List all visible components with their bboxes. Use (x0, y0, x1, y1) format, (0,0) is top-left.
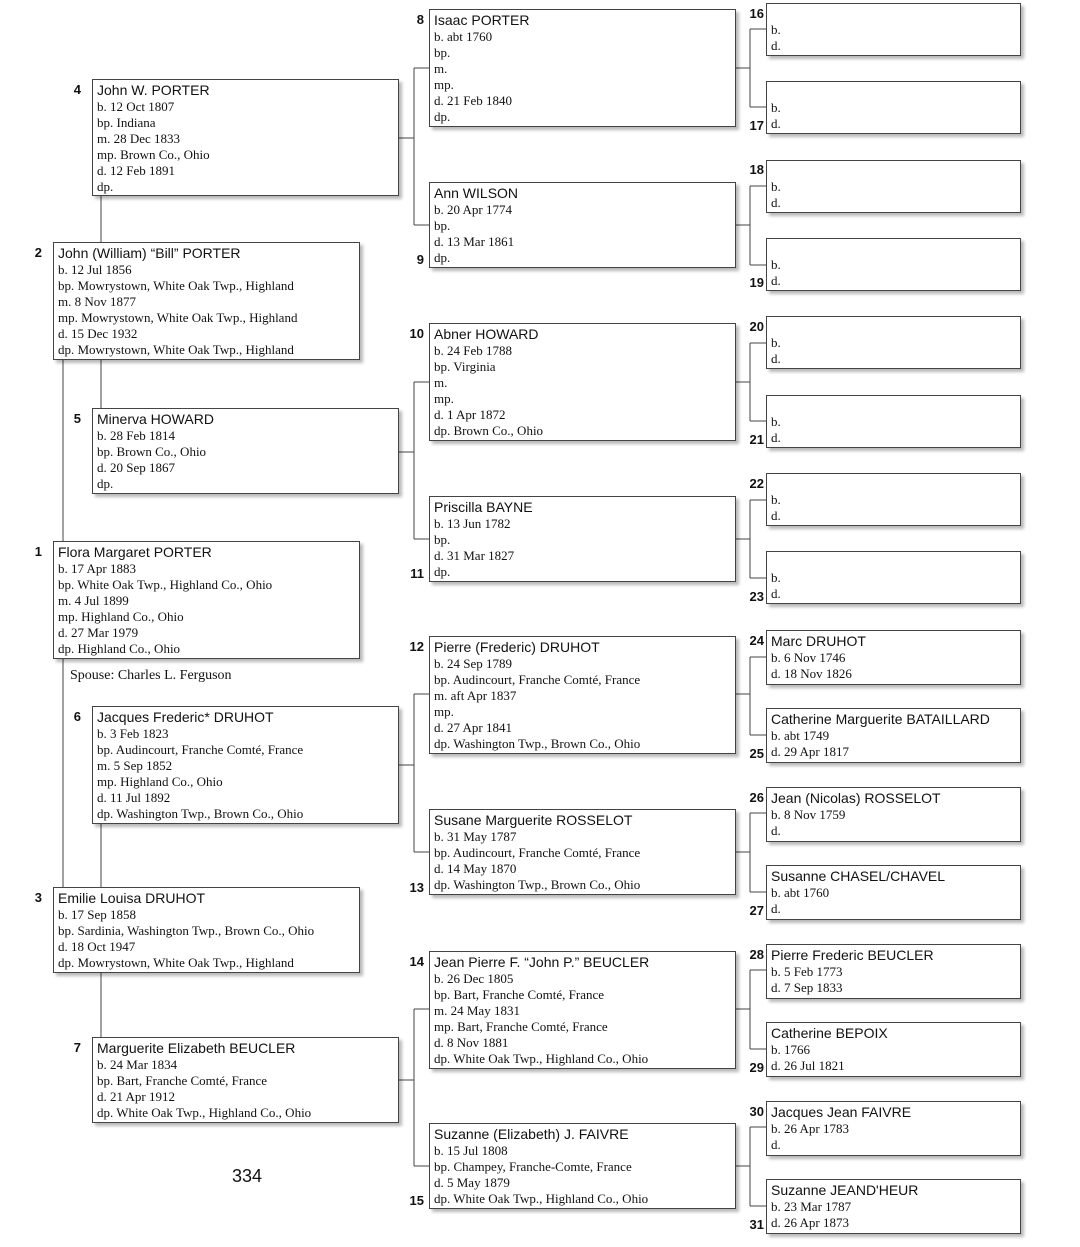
person-box-19 (766, 238, 1021, 291)
person-detail: m. (434, 375, 448, 390)
person-box-26 (766, 787, 1021, 842)
person-detail: bp. Bart, Franche Comté, France (434, 987, 605, 1002)
person-detail: d. 31 Mar 1827 (434, 548, 515, 563)
person-detail: d. (771, 195, 781, 210)
person-detail: b. 24 Feb 1788 (434, 343, 512, 358)
person-detail: dp. (97, 476, 114, 491)
person-number: 26 (749, 790, 764, 805)
person-number: 14 (409, 954, 424, 969)
person-box-1 (53, 541, 360, 659)
person-box-15 (429, 1123, 736, 1209)
person-detail: b. 1766 (771, 1042, 810, 1057)
person-name: Jean (Nicolas) ROSSELOT (771, 790, 941, 806)
person-name: Isaac PORTER (434, 12, 530, 28)
person-detail: mp. (434, 391, 454, 406)
person-detail: bp. (434, 45, 451, 60)
person-detail: d. (771, 1137, 781, 1152)
person-detail: b. (771, 100, 781, 115)
person-name: Emilie Louisa DRUHOT (58, 890, 206, 906)
person-detail: d. 20 Sep 1867 (97, 460, 175, 475)
person-detail: mp. (434, 704, 454, 719)
person-detail: bp. Audincourt, Franche Comté, France (97, 742, 304, 757)
person-detail: bp. Audincourt, Franche Comté, France (434, 845, 641, 860)
person-detail: d. 1 Apr 1872 (434, 407, 506, 422)
person-number: 18 (749, 162, 764, 177)
person-detail: b. 6 Nov 1746 (771, 650, 846, 665)
person-detail: d. 21 Feb 1840 (434, 93, 512, 108)
page-number: 334 (232, 1166, 263, 1186)
person-number: 27 (749, 903, 764, 918)
person-detail: dp. Mowrystown, White Oak Twp., Highland (58, 342, 294, 357)
person-box-14 (429, 951, 736, 1069)
person-detail: b. (771, 335, 781, 350)
person-detail: dp. Brown Co., Ohio (434, 423, 544, 438)
person-detail: b. abt 1749 (771, 728, 830, 743)
person-number: 31 (749, 1217, 764, 1232)
person-detail: m. 8 Nov 1877 (58, 294, 136, 309)
spouse-note: Spouse: Charles L. Ferguson (70, 668, 232, 683)
person-number: 17 (749, 118, 764, 133)
person-detail: d. 29 Apr 1817 (771, 744, 849, 759)
person-detail: dp. (97, 179, 114, 194)
person-detail: d. 26 Jul 1821 (771, 1058, 845, 1073)
person-detail: b. 28 Feb 1814 (97, 428, 175, 443)
person-detail: mp. Brown Co., Ohio (97, 147, 210, 162)
person-detail: b. (771, 570, 781, 585)
person-detail: dp. Washington Twp., Brown Co., Ohio (97, 806, 304, 821)
person-detail: mp. (434, 77, 454, 92)
person-name: Catherine BEPOIX (771, 1025, 888, 1041)
person-name: Catherine Marguerite BATAILLARD (771, 711, 990, 727)
person-name: Marc DRUHOT (771, 633, 866, 649)
person-box-25 (766, 708, 1021, 763)
person-detail: m. (434, 61, 448, 76)
person-detail: d. 27 Apr 1841 (434, 720, 512, 735)
person-detail: d. (771, 38, 781, 53)
person-detail: b. (771, 179, 781, 194)
person-number: 16 (749, 6, 764, 21)
person-number: 29 (749, 1060, 764, 1075)
person-detail: bp. Champey, Franche-Comte, France (434, 1159, 632, 1174)
person-detail: d. 18 Nov 1826 (771, 666, 852, 681)
person-detail: m. 28 Dec 1833 (97, 131, 181, 146)
person-number: 24 (749, 633, 764, 648)
person-detail: mp. Highland Co., Ohio (58, 609, 184, 624)
person-detail: dp. Washington Twp., Brown Co., Ohio (434, 736, 641, 751)
person-detail: bp. Virginia (434, 359, 496, 374)
person-detail: dp. White Oak Twp., Highland Co., Ohio (434, 1051, 649, 1066)
person-box-8 (429, 9, 736, 127)
person-number: 12 (409, 639, 424, 654)
person-number: 7 (73, 1040, 81, 1055)
person-detail: bp. Indiana (97, 115, 156, 130)
person-box-13 (429, 809, 736, 895)
person-detail: b. 5 Feb 1773 (771, 964, 843, 979)
person-box-22 (766, 473, 1021, 526)
person-detail: b. 24 Mar 1834 (97, 1057, 178, 1072)
person-number: 15 (409, 1193, 424, 1208)
person-box-23 (766, 551, 1021, 604)
person-detail: d. 5 May 1879 (434, 1175, 510, 1190)
person-detail: b. 3 Feb 1823 (97, 726, 169, 741)
person-number: 20 (749, 319, 764, 334)
person-detail: d. (771, 430, 781, 445)
person-number: 10 (409, 326, 424, 341)
person-number: 22 (749, 476, 764, 491)
person-detail: dp. (434, 250, 451, 265)
person-detail: b. 8 Nov 1759 (771, 807, 846, 822)
person-detail: mp. Mowrystown, White Oak Twp., Highland (58, 310, 298, 325)
person-detail: b. (771, 414, 781, 429)
person-number: 19 (749, 275, 764, 290)
person-detail: bp. Brown Co., Ohio (97, 444, 207, 459)
person-detail: dp. Mowrystown, White Oak Twp., Highland (58, 955, 294, 970)
person-detail: d. (771, 586, 781, 601)
person-box-9 (429, 182, 736, 268)
person-name: Jean Pierre F. “John P.” BEUCLER (434, 954, 650, 970)
person-number: 6 (73, 709, 81, 724)
person-detail: b. 20 Apr 1774 (434, 202, 512, 217)
person-box-30 (766, 1101, 1021, 1156)
person-detail: m. 4 Jul 1899 (58, 593, 129, 608)
person-number: 28 (749, 947, 764, 962)
person-detail: dp. Highland Co., Ohio (58, 641, 181, 656)
person-number: 25 (749, 746, 764, 761)
person-detail: b. 23 Mar 1787 (771, 1199, 852, 1214)
person-detail: d. 13 Mar 1861 (434, 234, 515, 249)
person-detail: d. 12 Feb 1891 (97, 163, 175, 178)
person-detail: d. (771, 508, 781, 523)
person-number: 11 (410, 566, 424, 581)
person-detail: b. abt 1760 (771, 885, 830, 900)
person-detail: b. (771, 22, 781, 37)
person-number: 5 (73, 411, 81, 426)
person-detail: d. (771, 901, 781, 916)
person-box-27 (766, 865, 1021, 920)
person-detail: bp. (434, 218, 451, 233)
person-name: Susane Marguerite ROSSELOT (434, 812, 633, 828)
person-detail: d. 18 Oct 1947 (58, 939, 136, 954)
person-box-12 (429, 636, 736, 754)
person-name: Jacques Jean FAIVRE (771, 1104, 912, 1120)
person-detail: d. 15 Dec 1932 (58, 326, 138, 341)
person-detail: m. 5 Sep 1852 (97, 758, 173, 773)
person-number: 3 (34, 890, 42, 905)
person-box-5 (92, 408, 399, 494)
person-detail: d. 7 Sep 1833 (771, 980, 843, 995)
person-name: Jacques Frederic* DRUHOT (97, 709, 274, 725)
person-detail: dp. White Oak Twp., Highland Co., Ohio (97, 1105, 312, 1120)
person-name: Minerva HOWARD (97, 411, 214, 427)
person-name: Pierre Frederic BEUCLER (771, 947, 934, 963)
person-box-20 (766, 316, 1021, 369)
person-name: Priscilla BAYNE (434, 499, 533, 515)
person-detail: b. abt 1760 (434, 29, 493, 44)
person-box-10 (429, 323, 736, 441)
person-name: John W. PORTER (97, 82, 210, 98)
person-number: 4 (73, 82, 81, 97)
person-detail: dp. White Oak Twp., Highland Co., Ohio (434, 1191, 649, 1206)
person-detail: b. (771, 492, 781, 507)
person-number: 1 (34, 544, 42, 559)
person-detail: d. (771, 351, 781, 366)
person-box-29 (766, 1022, 1021, 1077)
person-detail: d. (771, 116, 781, 131)
person-detail: d. 8 Nov 1881 (434, 1035, 509, 1050)
person-number: 13 (409, 880, 424, 895)
person-detail: bp. (434, 532, 451, 547)
person-number: 8 (416, 12, 424, 27)
person-detail: b. 17 Apr 1883 (58, 561, 136, 576)
person-detail: b. 12 Oct 1807 (97, 99, 175, 114)
person-box-7 (92, 1037, 399, 1123)
person-detail: b. 31 May 1787 (434, 829, 517, 844)
person-number: 2 (34, 245, 42, 260)
person-detail: dp. (434, 109, 451, 124)
person-detail: dp. (434, 564, 451, 579)
person-box-28 (766, 944, 1021, 999)
person-detail: d. 27 Mar 1979 (58, 625, 139, 640)
person-detail: d. 11 Jul 1892 (97, 790, 171, 805)
person-detail: m. aft Apr 1837 (434, 688, 517, 703)
person-name: Suzanne JEAND'HEUR (771, 1182, 919, 1198)
person-detail: d. (771, 273, 781, 288)
person-box-21 (766, 395, 1021, 448)
person-box-31 (766, 1179, 1021, 1234)
person-name: Pierre (Frederic) DRUHOT (434, 639, 600, 655)
person-box-6 (92, 706, 399, 824)
person-detail: bp. Mowrystown, White Oak Twp., Highland (58, 278, 294, 293)
person-box-24 (766, 630, 1021, 685)
person-detail: b. 26 Dec 1805 (434, 971, 514, 986)
person-detail: d. (771, 823, 781, 838)
person-detail: bp. White Oak Twp., Highland Co., Ohio (58, 577, 273, 592)
person-detail: b. 24 Sep 1789 (434, 656, 512, 671)
person-detail: mp. Bart, Franche Comté, France (434, 1019, 608, 1034)
person-detail: d. 14 May 1870 (434, 861, 517, 876)
person-detail: mp. Highland Co., Ohio (97, 774, 223, 789)
person-box-3 (53, 887, 360, 973)
person-box-2 (53, 242, 360, 360)
person-detail: b. (771, 257, 781, 272)
person-detail: bp. Bart, Franche Comté, France (97, 1073, 268, 1088)
person-detail: m. 24 May 1831 (434, 1003, 520, 1018)
person-detail: d. 21 Apr 1912 (97, 1089, 175, 1104)
person-detail: b. 12 Jul 1856 (58, 262, 132, 277)
person-detail: b. 15 Jul 1808 (434, 1143, 508, 1158)
person-detail: bp. Audincourt, Franche Comté, France (434, 672, 641, 687)
person-number: 21 (749, 432, 764, 447)
person-detail: dp. Washington Twp., Brown Co., Ohio (434, 877, 641, 892)
person-name: Flora Margaret PORTER (58, 544, 212, 560)
person-detail: d. 26 Apr 1873 (771, 1215, 849, 1230)
person-number: 9 (416, 252, 424, 267)
person-number: 30 (749, 1104, 764, 1119)
person-box-17 (766, 81, 1021, 134)
person-name: John (William) “Bill” PORTER (58, 245, 241, 261)
person-box-16 (766, 3, 1021, 56)
person-name: Abner HOWARD (434, 326, 539, 342)
person-number: 23 (749, 589, 764, 604)
person-box-11 (429, 496, 736, 582)
person-detail: b. 17 Sep 1858 (58, 907, 136, 922)
person-detail: bp. Sardinia, Washington Twp., Brown Co., Ohio (58, 923, 315, 938)
person-detail: b. 26 Apr 1783 (771, 1121, 849, 1136)
person-name: Suzanne (Elizabeth) J. FAIVRE (434, 1126, 629, 1142)
person-box-4 (92, 79, 399, 196)
person-name: Marguerite Elizabeth BEUCLER (97, 1040, 296, 1056)
person-name: Ann WILSON (434, 185, 519, 201)
person-detail: b. 13 Jun 1782 (434, 516, 511, 531)
person-box-18 (766, 160, 1021, 213)
person-name: Susanne CHASEL/CHAVEL (771, 868, 946, 884)
